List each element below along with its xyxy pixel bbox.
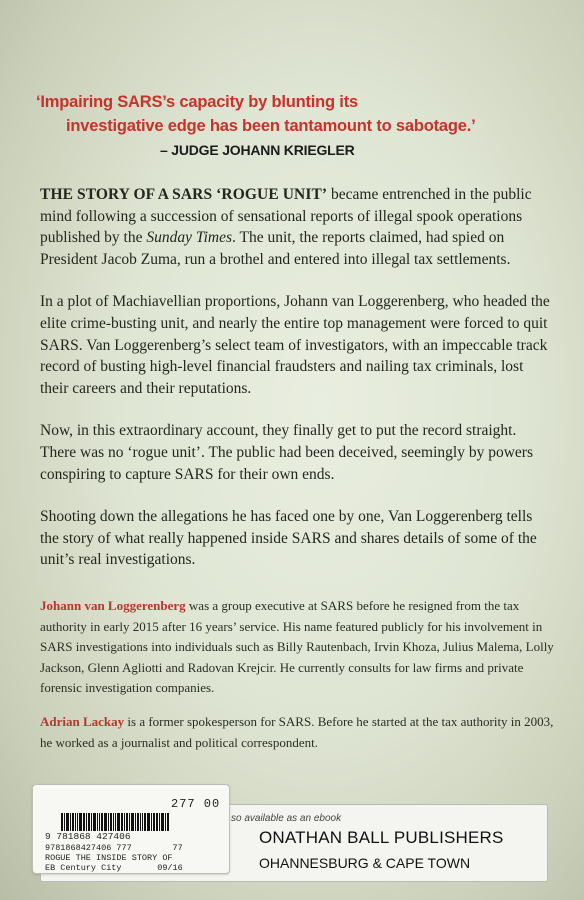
newspaper-title: Sunday Times bbox=[146, 229, 233, 247]
blurb-p1-text-b: . The unit, the reports claimed, had spied on President Jacob Zuma, run a brothel and entered into illegal tax settlements. bbox=[40, 229, 511, 268]
author-bio-1 bbox=[40, 596, 555, 699]
sticker-ean-line: 9781868427406 777 77 bbox=[45, 843, 183, 853]
pull-quote-line-1: ‘Impairing SARS’s capacity by blunting its bbox=[36, 93, 358, 111]
sticker-store-line: EB Century City 09/16 bbox=[45, 863, 183, 873]
blurb-paragraph-1 bbox=[40, 184, 555, 270]
author-bio-1-text: was a group executive at SARS before he resigned from the tax authority in early 2015 after 16 years’ service. His name featured publicly for his involvement in SARS investigations into individuals such as Billy Rautenbach, Irvin Khoza, Julius Malema, Lolly Jackson, Glenn Agliotti and Radovan Krejcir. He currently consults for law firms and private forensic investigation companies. bbox=[40, 598, 554, 696]
barcode-icon bbox=[61, 813, 193, 831]
quote-attribution: – JUDGE JOHANN KRIEGLER bbox=[160, 142, 355, 158]
author-bios bbox=[40, 596, 555, 766]
blurb-paragraph-2: In a plot of Machiavellian proportions, Johann van Loggerenberg, who headed the elite crime-busting unit, and nearly the entire top management were forced to quit SARS. Van Loggerenberg’s select team of investigators, with an impeccable track record of busting high-level financial fraudsters and nailing tax criminals, lost their careers and their reputations. bbox=[40, 293, 550, 397]
barcode-digits: 9 781868 427406 bbox=[45, 831, 131, 842]
sticker-price: 277 00 bbox=[171, 797, 221, 811]
blurb-paragraph-4: Shooting down the allegations he has faced one by one, Van Loggerenberg tells the story of what really happened inside SARS and shares details of some of the unit’s real investigations. bbox=[40, 508, 537, 569]
publisher-name: ONATHAN BALL PUBLISHERS bbox=[259, 828, 504, 847]
author-name-2: Adrian Lackay bbox=[40, 713, 125, 729]
author-name-1: Johann van Loggerenberg bbox=[40, 598, 186, 613]
blurb-paragraph-3: Now, in this extraordinary account, they finally get to put the record straight. There was no ‘rogue unit’. The public had been deceived, seemingly by powers conspiring to capture SARS for their own ends. bbox=[40, 422, 533, 483]
publisher-cities: OHANNESBURG & CAPE TOWN bbox=[259, 855, 471, 871]
author-bio-2-text: is a former spokesperson for SARS. Before he started at the tax authority in 2003, he worked as a journalist and political correspondent. bbox=[40, 713, 554, 750]
blurb-p1-text-a: became entrenched in the public mind following a succession of sensational reports of illegal spook operations published by the bbox=[40, 186, 532, 247]
author-bio-2 bbox=[40, 712, 555, 753]
book-blurb bbox=[40, 184, 555, 592]
blurb-lead-in: THE STORY OF A SARS ‘ROGUE UNIT’ bbox=[40, 186, 328, 203]
pull-quote-line-2: investigative edge has been tantamount to sabotage.’ bbox=[66, 117, 476, 135]
sticker-title-line: ROGUE THE INSIDE STORY OF bbox=[45, 853, 173, 863]
ebook-note: so available as an ebook bbox=[231, 813, 342, 824]
price-sticker bbox=[32, 784, 230, 874]
pull-quote bbox=[36, 90, 556, 138]
